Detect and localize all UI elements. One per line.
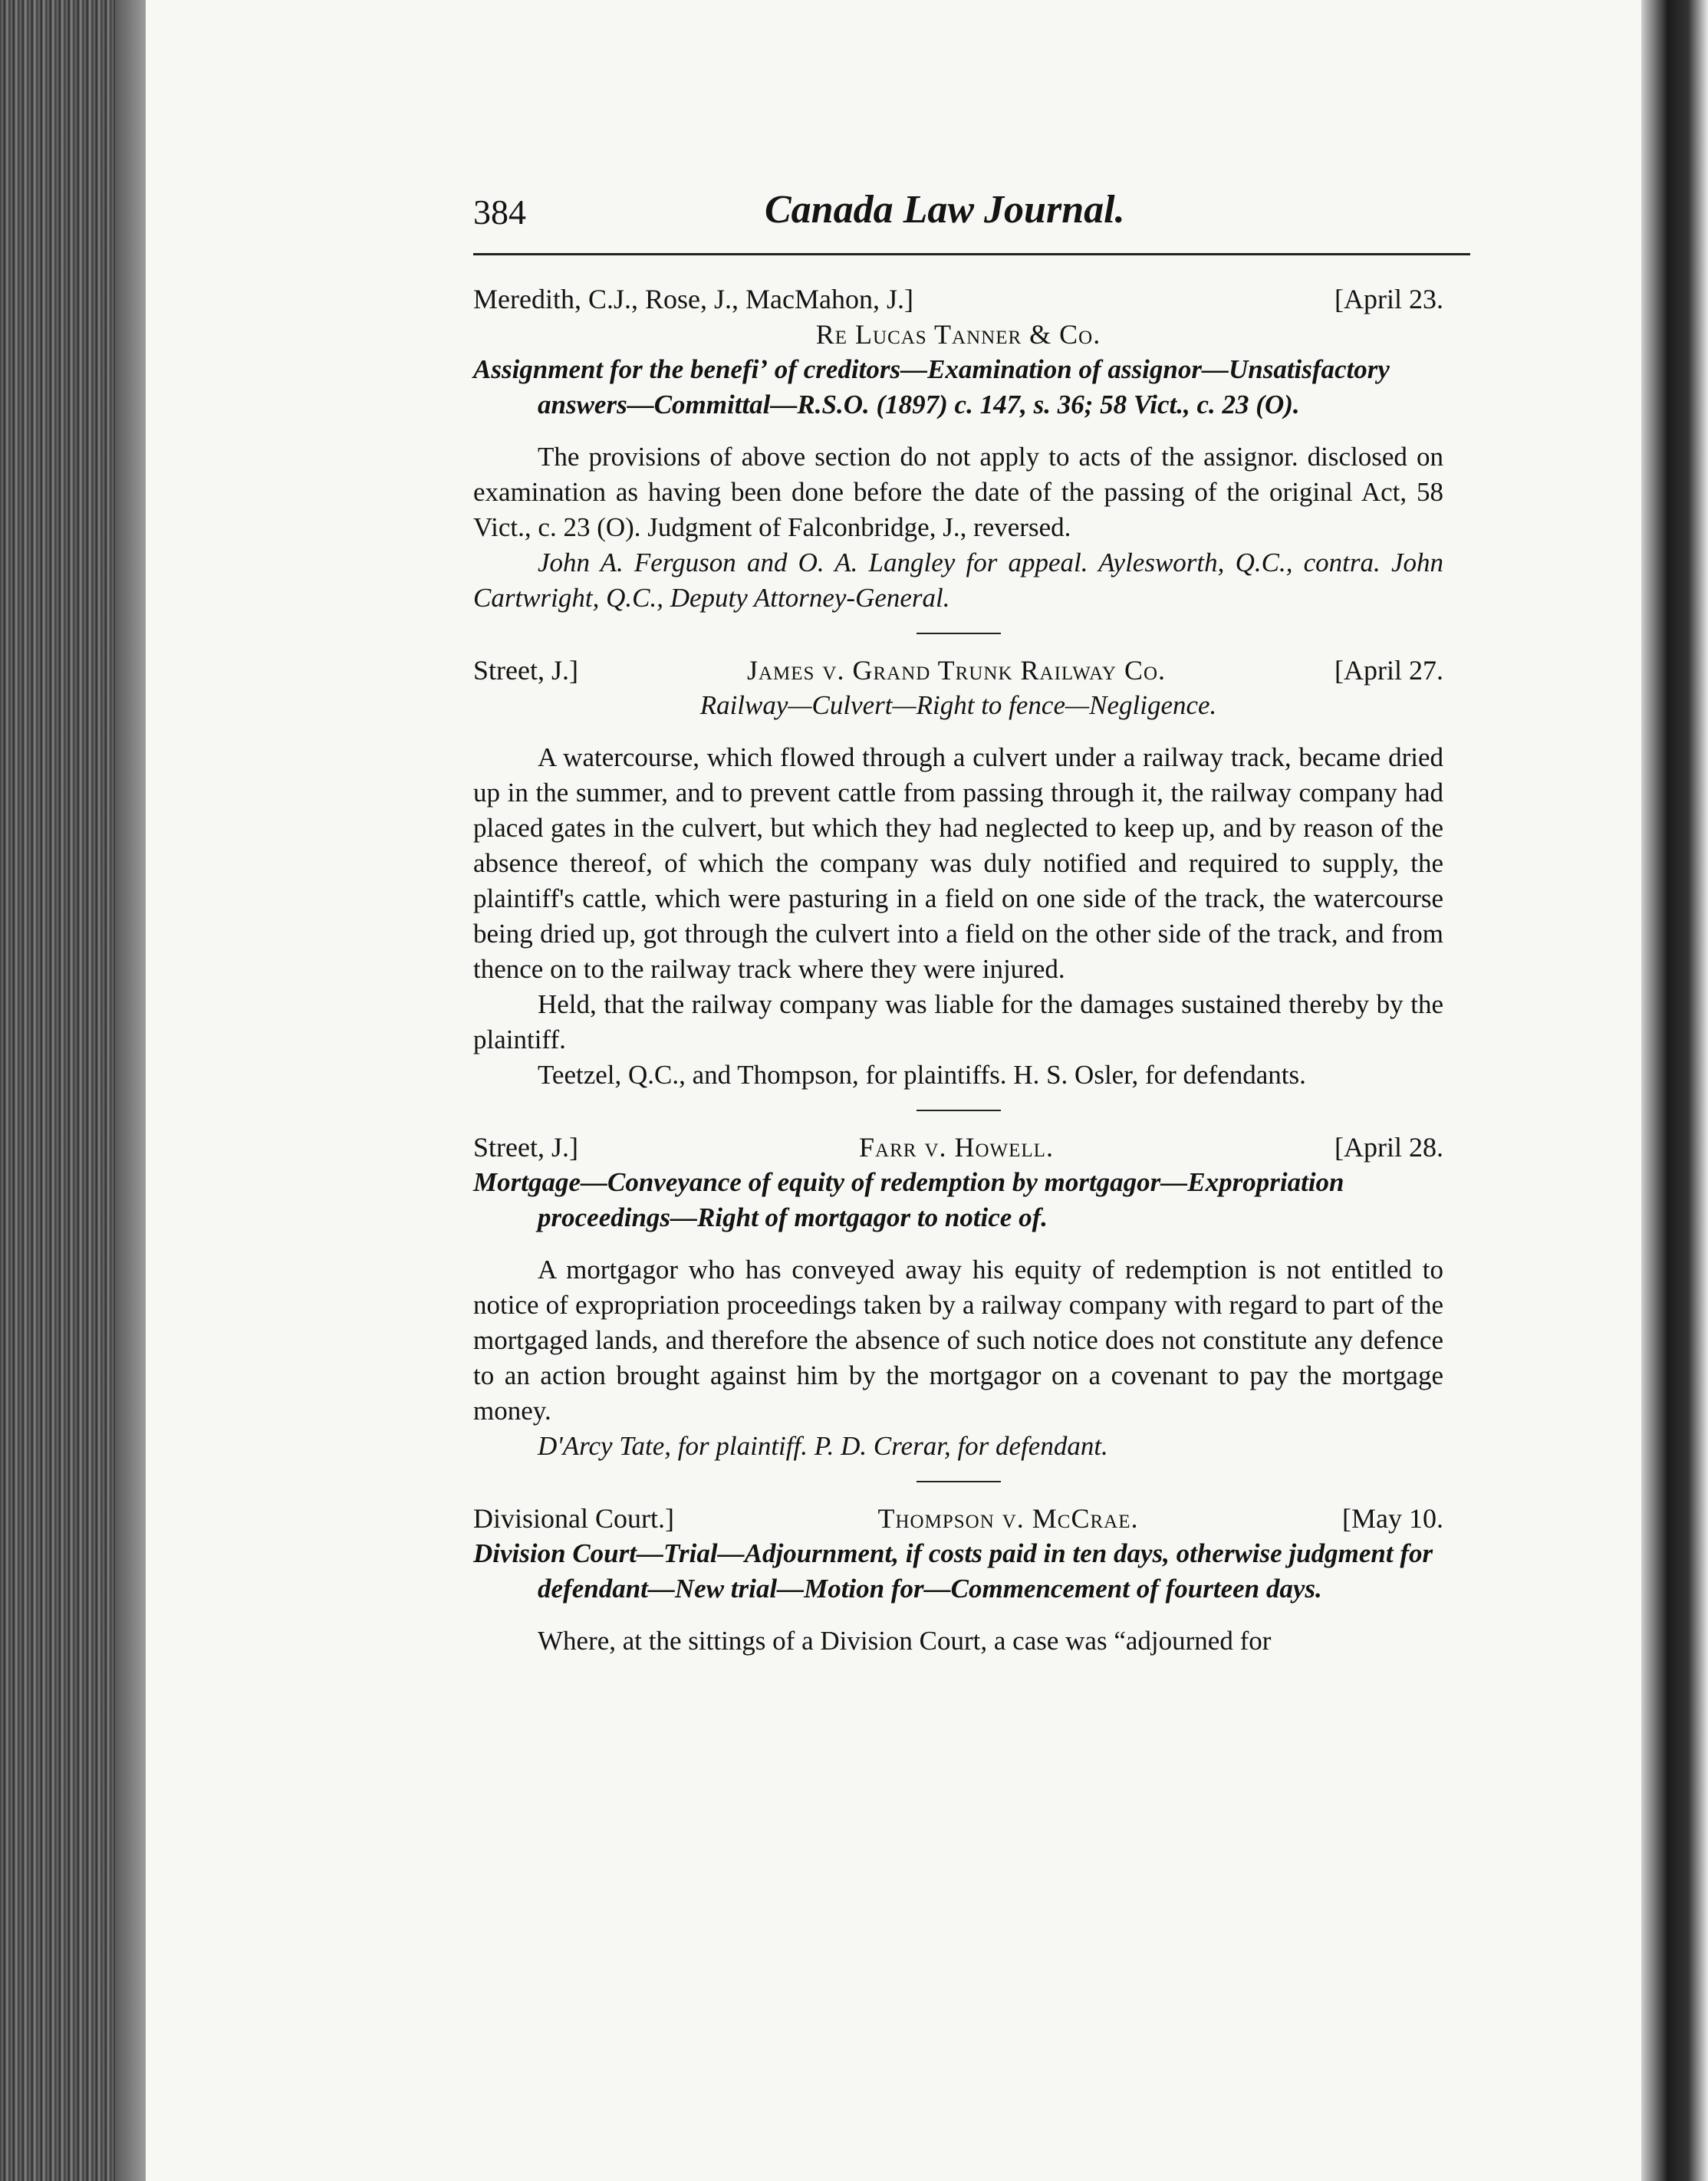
case-title: Thompson v. McCrae.	[877, 1503, 1139, 1534]
case-counsel: John A. Ferguson and O. A. Langley for appeal. Aylesworth, Q.C., contra. John Cartwright, Q.C., Deputy Attorney-General.	[473, 548, 1443, 613]
section-divider	[917, 1110, 1001, 1111]
case-paragraph: A watercourse, which flowed through a culvert under a railway track, became dried up in the summer, and to prevent cattle from passing through it, the railway company had placed gates in the culvert, but which they had neglected to keep up, and by reason of the absence thereof, of which the company was duly notified and required to supply, the plaintiff's cattle, which were pasturing in a field on one side of the track, the watercourse being dried up, got through the culvert into a field on the other side of the track, and from thence on to the railway track where they were injured.	[473, 742, 1443, 984]
case-paragraph: Where, at the sittings of a Division Court, a case was “adjourned for	[538, 1626, 1272, 1656]
case-court: Meredith, C.J., Rose, J., MacMahon, J.]	[473, 284, 913, 314]
case-meta-line	[473, 1130, 1443, 1165]
case-paragraph: A mortgagor who has conveyed away his equity of redemption is not entitled to notice of expropriation proceedings taken by a railway company with regard to part of the mortgaged lands, and therefore the absence of such notice does not constitute any defence to an action brought against him by the mortgagor on a covenant to pay the mortgage money.	[473, 1255, 1443, 1426]
section-divider	[917, 1481, 1001, 1482]
page-content	[473, 188, 1443, 1659]
case-paragraph: The provisions of above section do not apply to acts of the assignor. disclosed on examination as having been done before the date of the passing of the original Act, 58 Vict., c. 23 (O). Judgment of Falconbridge, J., reversed.	[473, 442, 1443, 542]
running-header	[473, 188, 1443, 253]
case-entry	[473, 281, 1443, 616]
case-entry	[473, 1130, 1443, 1464]
case-title: Farr v. Howell.	[859, 1132, 1054, 1163]
case-date: [April 23.	[1334, 284, 1443, 314]
case-counsel: Teetzel, Q.C., and Thompson, for plaintiffs. H. S. Osler, for defendants.	[538, 1060, 1306, 1090]
journal-title: Canada Law Journal.	[765, 188, 1125, 232]
section-divider	[917, 633, 1001, 634]
page-number: 384	[473, 192, 526, 232]
page-right-edge	[1641, 0, 1708, 2181]
book-gutter	[0, 0, 115, 2181]
case-court: Street, J.]	[473, 655, 578, 686]
case-meta-line	[473, 653, 1443, 688]
case-title: James v. Grand Trunk Railway Co.	[746, 655, 1167, 686]
case-entry	[473, 653, 1443, 1093]
case-headnote: Division Court—Trial—Adjournment, if costs paid in ten days, otherwise judgment for defendant—New trial—Motion for—Commencement of fourteen days.	[473, 1538, 1433, 1604]
case-court: Divisional Court.]	[473, 1503, 674, 1534]
case-date: [May 10.	[1342, 1503, 1443, 1534]
case-counsel: D'Arcy Tate, for plaintiff. P. D. Crerar, for defendant.	[538, 1431, 1108, 1461]
case-meta-line	[473, 1501, 1443, 1536]
case-court: Street, J.]	[473, 1132, 578, 1163]
case-entry	[473, 1501, 1443, 1659]
case-title: Re Lucas Tanner & Co.	[815, 319, 1101, 350]
case-headnote: Railway—Culvert—Right to fence—Negligence.	[699, 690, 1217, 720]
case-date: [April 27.	[1334, 655, 1443, 686]
case-holding: Held, that the railway company was liable for the damages sustained thereby by the plaintiff.	[473, 989, 1443, 1054]
case-headnote: Mortgage—Conveyance of equity of redemption by mortgagor—Expropriation proceedings—Right of mortgagor to notice of.	[473, 1167, 1344, 1232]
case-meta-line	[473, 281, 1443, 317]
case-headnote: Assignment for the benefiʼ of creditors—Examination of assignor—Unsatisfactory answers—Committal—R.S.O. (1897) c. 147, s. 36; 58 Vict., c. 23 (O).	[473, 354, 1390, 419]
case-date: [April 28.	[1334, 1132, 1443, 1163]
